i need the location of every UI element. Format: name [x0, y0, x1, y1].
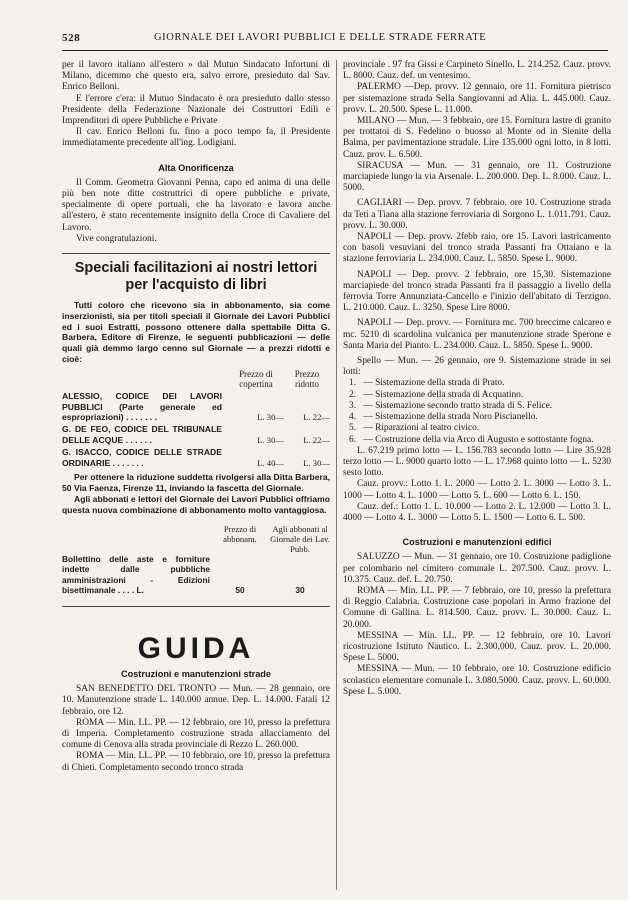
tender-entry: NAPOLI — Dep. provv. 2febb raio, ore 15. Lavori lastricamento con basoli vesuviani del tronco strada Passanti fra Ottaiano e la stazione ferroviaria L. 234.000. Cauz. L. 5850. Spese L. 9000.	[343, 232, 611, 265]
subscription-header-abbonati: Agli abbonati al Giornale dei Lav. Pubb.	[270, 523, 330, 554]
intro-paragraph: E l'errore c'era: il Mutuo Sindacato è ora presieduto dallo stesso Presidente della Federazione Nazionale dei Costruttori Edili e Imprenditori di opere Pubbliche e Private	[62, 93, 330, 127]
book-title: ALESSIO, CODICE DEI LAVORI PUBBLICI (Parte generale ed espropriazioni) . . . . . . .	[62, 390, 222, 423]
tender-entry: MILANO — Mun. — 3 febbraio, ore 15. Fornitura lastre di granito per trottatoi di S. Fedelino o buosso al Monte od in Sienite della Balma, per pavimentazione stradale. Lire 135.000 ogni lotto, in 8 lotti. Cauz. prov. L. 6.500.	[343, 116, 611, 160]
lot-text: — Sistemazione della strada di Prato.	[363, 378, 505, 389]
section-heading-edifici: Costruzioni e manutenzioni edifici	[402, 537, 552, 548]
book-title: G. DE FEO, CODICE DEL TRIBUNALE DELLE ACQUE . . . . . .	[62, 424, 222, 446]
lot-number: 3.	[349, 400, 357, 411]
left-column	[62, 60, 330, 890]
lot-number: 5.	[349, 423, 357, 434]
tender-entry: MESSINA — Min. LL. PP. — 12 febbraio, ore 10. Lavori ricostruzione Istituto Nautico. L. 2.300.000. Cauz. prov. L. 20.000. Spese L. 5000.	[343, 630, 611, 664]
lot-item	[343, 435, 611, 446]
tender-entry: Cauz. def.: Lotto 1. L. 10.000 — Lotto 2. L. 12.000 — Lotto 3. L. 4000 — Lotto 4. L. 3000 — Lotto 5. L. 1500 — Lotto 6. L. 500.	[343, 501, 611, 523]
lot-item	[343, 378, 611, 389]
lot-item	[343, 423, 611, 434]
book-cover-price: L. 40—	[257, 457, 284, 468]
lot-text: — Sistemazione della strada di Acquatino.	[363, 389, 524, 400]
section-divider	[62, 253, 330, 254]
book-row	[62, 391, 330, 423]
guida-subheading: Costruzioni e manutenzioni strade	[120, 668, 272, 679]
price-header	[62, 369, 330, 389]
book-cover-price: L. 30—	[257, 435, 284, 446]
subscription-reduced-price: 30	[295, 585, 305, 596]
tender-entry: Spello — Mun. — 26 gennaio, ore 9. Sistemazione strade in sei lotti:	[343, 356, 611, 378]
price-header-ridotto: Prezzo ridotto	[294, 368, 320, 389]
lot-number: 2.	[349, 389, 357, 400]
page-header	[62, 30, 608, 51]
right-column	[343, 60, 611, 890]
book-reduced-price: L. 22—	[303, 435, 330, 446]
lot-item	[343, 401, 611, 412]
book-offer-title: Speciali facilitazioni ai nostri lettori per l'acquisto di libri	[74, 260, 318, 294]
book-row	[62, 447, 330, 469]
tender-entry: ROMA — Min. LL. PP. — 12 febbraio, ore 10, presso la prefettura di Imperia. Completamento costruzione strada allacciamento del comune di Cenova alla strada provinciale di Rezzo L. 260.000.	[62, 717, 330, 751]
page-number: 528	[62, 32, 81, 44]
tender-entry: ROMA — Min. LL. PP. — 10 febbraio, ore 10, presso la prefettura di Chieti. Completamento secondo tronco strada	[62, 751, 330, 773]
tender-entry: MESSINA — Mun. — 10 febbraio, ore 10. Costruzione edificio scolastico elementare comunale L. 3.080.5000. Cauz. provv. L. 60.000. Spese L. 5.000.	[343, 664, 611, 697]
tender-entry: Cauz. provv.: Lotto 1. L. 2000 — Lotto 2. L. 3000 — Lotto 3. L. 1000 — Lotto 4. L. 1000 — Lotto 5. L. 600 — Lotto 6. L. 150.	[343, 479, 611, 501]
tender-entry: SAN BENEDETTO DEL TRONTO — Mun. — 28 gennaio, ore 10. Manutenzione strade L. 140.000 annue. Dep. L. 14.000. Fatali 12 febbraio, ore 12.	[62, 684, 330, 717]
book-offer-text: Per ottenere la riduzione suddetta rivolgersi alla Ditta Barbera, 50 Via Faenza, Firenze 11, inviando la fascetta del Giornale.	[62, 472, 330, 494]
subscription-header-prezzo: Prezzo di abbonam.	[223, 523, 257, 544]
book-offer-text: Tutti coloro che ricevono sia in abbonamento, sia come inserzionisti, sia per titoli speciali il Giornale dei Lavori Pubblici ed i suoi Estratti, possono ottenere dalla spettabile Ditta G. Barbera, Editore di Firenze, le seguenti pubblicazioni — delle quali già demmo largo cenno sul Giornale — a prezzi ridotti e cioè:	[62, 300, 330, 365]
book-offer-box	[62, 260, 330, 596]
alta-paragraph: Vive congratulazioni.	[76, 233, 157, 244]
subscription-header	[62, 524, 330, 554]
book-cover-price: L. 30—	[257, 412, 284, 423]
alta-paragraph: Il Comm. Geometra Giovanni Penna, capo ed anima di una delle più ben note ditte costruttrici di opere pubbliche e private, specialmente di opere portuali, che ha lavorato e lavora anche all'estero, è stato recentemente insignito della Croce di Cavaliere del Lavoro.	[62, 177, 330, 233]
subscription-row	[62, 554, 330, 596]
book-reduced-price: L. 22—	[303, 412, 330, 423]
lot-number: 6.	[349, 434, 357, 445]
tender-entry: PALERMO —Dep. provv. 12 gennaio, ore 11. Fornitura pietrisco per sistemazione strada Sella Sangiovanni ad Alia. L. 445.000. Cauz. provv. L. 20.500. Spese L. 11.000.	[343, 82, 611, 115]
lot-text: — Riparazioni al teatro civico.	[363, 423, 480, 434]
book-reduced-price: L. 30—	[303, 457, 330, 468]
subscription-title: Bollettino delle aste e forniture indette dalle pubbliche amministrazioni - Edizioni bisettimanale . . . . L.	[62, 553, 210, 596]
price-header-copertina: Prezzo di copertina	[239, 368, 273, 389]
lot-item	[343, 412, 611, 423]
tender-entry: NAPOLI — Dep. provv. 2 febbraio, ore 15,30. Sistemazione marciapiede del tronco strada Passanti fra il passaggio a livello della ferrovia Torre Annunziata-Cancello e l'inizio dell'abitato di Terzigno. L. 210.000. Cauz. L. 3250. Spese Lire 8000.	[343, 269, 611, 314]
journal-title: GIORNALE DEI LAVORI PUBBLICI E DELLE STRADE FERRATE	[154, 32, 487, 43]
intro-paragraph: per il lavoro italiano all'estero » dal Mutuo Sindacato Infortuni di Milano, dicemmo che questo era, salvo errore, presieduto dal Sav. Enrico Belloni.	[62, 60, 330, 93]
section-divider	[62, 606, 330, 607]
book-title: G. ISACCO, CODICE DELLE STRADE ORDINARIE . . . . . . .	[62, 446, 222, 468]
section-heading-alta-onorificenza: Alta Onorificenza	[158, 162, 234, 173]
tender-entry: NAPOLI — Dep. provv. — Fornitura mc. 700 breccime calcareo e mc. 5210 di scardolina vulcanica per manutenzione strade Sperone e Santa Maria del Pianto. L. 234.000. Cauz. L. 5850. Spese L. 9000.	[343, 318, 611, 351]
book-row	[62, 424, 330, 446]
lot-text: — Sistemazione della strada Noro Piscianello.	[363, 412, 538, 423]
lot-text: — Sistemazione secondo tratto strada di S. Felice.	[363, 400, 553, 411]
book-offer-text: Agli abbonati e lettori del Giornale dei Lavori Pubblici offriamo questa nuova combinazione di abbonamento molto vantaggiosa.	[62, 494, 330, 515]
tender-entry: provinciale . 97 fra Gissi e Carpineto Sinello. L. 214.252. Cauz. provv. L. 8000. Cauz. def. un ventesimo.	[343, 60, 611, 82]
tender-entry: L. 67.219 primo lotto — L. 156.783 secondo lotto — Lire 35.928 terzo lotto — L. 9000 quarto lotto — L. 17.968 quinto lotto — L. 5230 sesto lotto.	[343, 445, 611, 479]
lot-item	[343, 390, 611, 401]
tender-entry: SALUZZO — Mun. — 31 gennaio, ore 10. Costruzione padiglione per colombario nel cimitero comunale L. 207.500. Cauz. provv. L. 10.375. Cauz. def. L. 20.750.	[343, 552, 611, 585]
tender-entry: CAGLIARI — Dep. provv. 7 febbraio. ore 10. Costruzione strada da Teti a Tiana alla stazione ferroviaria di Sorgono L. 1.011.791. Cauz. provv. L. 30.000.	[343, 198, 611, 231]
subscription-price: 50	[235, 585, 245, 596]
lot-text: — Costruzione della via Arco di Augusto e sottostante fogna.	[363, 434, 594, 445]
tender-entry: ROMA — Min. LL. PP. — 7 febbraio, ore 10, presso la prefettura di Reggio Calabria. Costruzione case popolari in Armo frazione del Comune di Gallina. L. 814.500. Cauz. provv. L. 30.000. Cauz. L. 20.000.	[343, 585, 611, 630]
lot-number: 4.	[349, 412, 357, 423]
intro-paragraph: Il cav. Enrico Belloni fu. fino a poco tempo fa, il Presidente immediatamente precedente all'ing. Lodigiani.	[62, 127, 330, 149]
lot-number: 1.	[349, 378, 357, 389]
column-divider	[336, 60, 337, 890]
guida-heading: GUIDA	[137, 631, 255, 665]
tender-entry: SIRACUSA — Mun. — 31 gennaio, ore 11. Costruzione marciapiede lungo la via Arsenale. L. 200.000. Dep. L. 8.000. Cauz. L. 5000.	[343, 160, 611, 194]
